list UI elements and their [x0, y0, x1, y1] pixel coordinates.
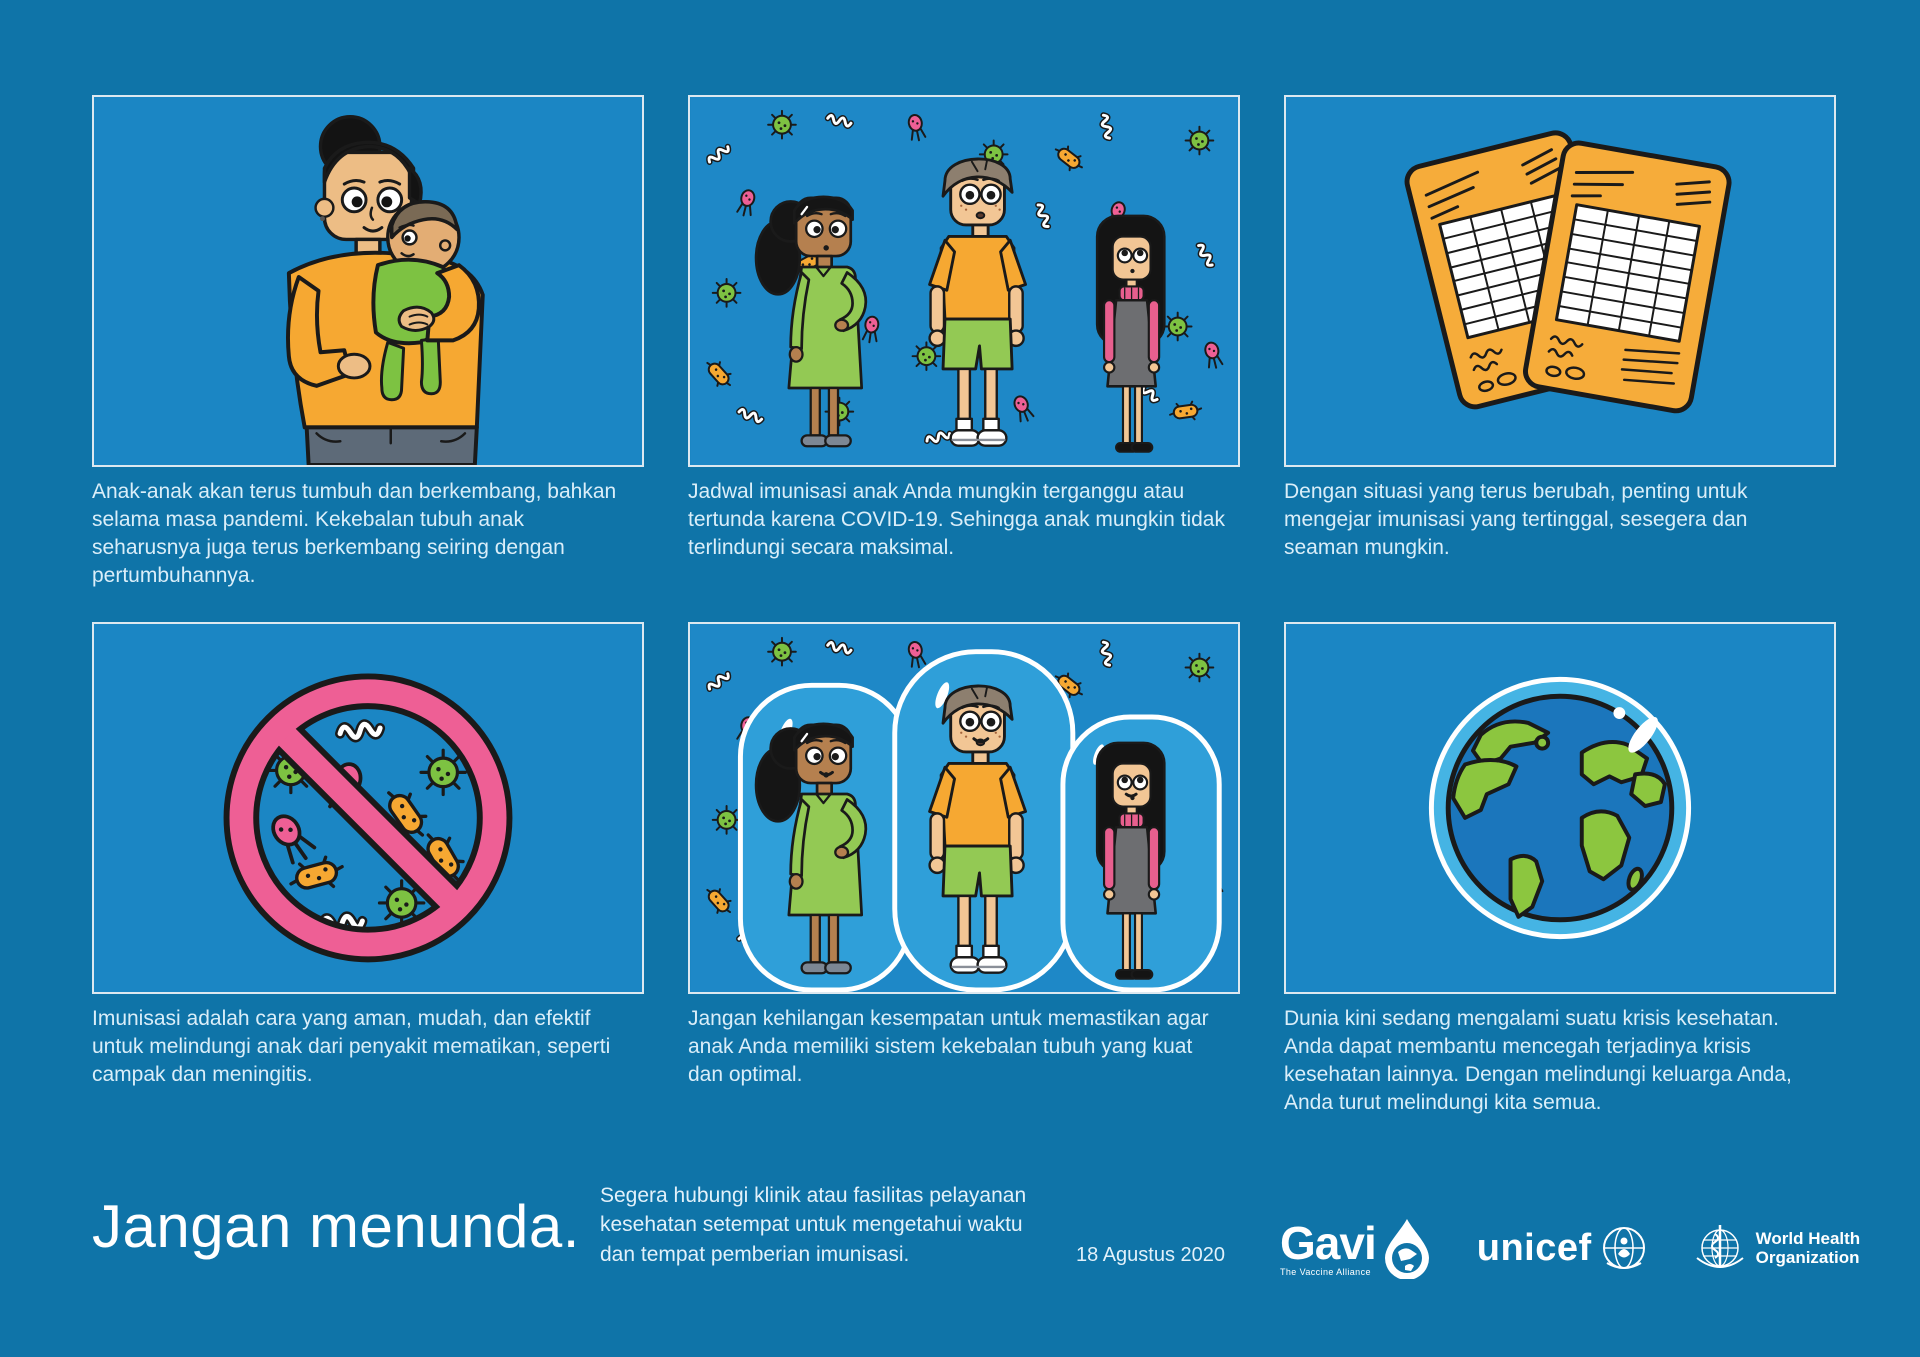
- unicef-wordmark: unicef: [1476, 1226, 1592, 1269]
- who-emblem-icon: [1693, 1221, 1747, 1275]
- protected-children-frame: [688, 622, 1240, 994]
- earth-in-protective-bubble-illustration: [1286, 624, 1834, 992]
- panel-globe: [1284, 622, 1836, 1149]
- cta-text: Segera hubungi klinik atau fasilitas pelayanan kesehatan setempat untuk mengetahui waktu dan tempat pemberian imunisasi.: [600, 1184, 1027, 1266]
- gavi-tagline: The Vaccine Alliance: [1280, 1266, 1371, 1277]
- panel-caption: Dunia kini sedang mengalami suatu krisis kesehatan. Anda dapat membantu mencegah terjadinya krisis kesehatan lainnya. Dengan melindungi keluarga Anda, Anda turut melindungi kita semua.: [1284, 1007, 1792, 1114]
- who-text-line2: Organization: [1755, 1248, 1860, 1267]
- no-germs-prohibition-sign-illustration: [94, 624, 642, 992]
- protected-children-in-bubbles-illustration: [690, 624, 1238, 992]
- unicef-logo: [1477, 1223, 1649, 1273]
- panel-caption: Imunisasi adalah cara yang aman, mudah, dan efektif untuk melindungi anak dari penyakit mematikan, seperti campak dan meningitis.: [92, 1007, 611, 1086]
- no-germs-frame: [92, 622, 644, 994]
- logo-row: [1280, 1206, 1860, 1290]
- mother-holding-baby-illustration: [94, 97, 642, 465]
- gavi-droplet-icon: [1381, 1217, 1433, 1279]
- record-cards-frame: [1284, 95, 1836, 467]
- panel-caption: Dengan situasi yang terus berubah, penting untuk mengejar imunisasi yang tertinggal, sesegera dan seaman mungkin.: [1284, 480, 1748, 559]
- panel-caption: Jangan kehilangan kesempatan untuk memastikan agar anak Anda memiliki sistem kekebalan tubuh yang kuat dan optimal.: [688, 1007, 1209, 1086]
- children-germs-frame: [688, 95, 1240, 467]
- earth-globe-icon: [1431, 679, 1688, 936]
- who-text-line1: World Health: [1755, 1228, 1861, 1248]
- headline: Jangan menunda.: [92, 1193, 580, 1260]
- mother-baby-frame: [92, 95, 644, 467]
- panel-protected-children: [688, 622, 1240, 1149]
- panel-children-germs: [688, 95, 1240, 622]
- panel-grid: [92, 95, 1836, 1149]
- panel-caption: Anak-anak akan terus tumbuh dan berkembang, bahkan selama masa pandemi. Kekebalan tubuh anak seharusnya juga terus berkembang seiring dengan pertumbuhannya.: [92, 480, 617, 587]
- panel-caption: Jadwal imunisasi anak Anda mungkin terganggu atau tertunda karena COVID-19. Sehingga anak mungkin tidak terlindungi secara maksimal.: [688, 480, 1225, 559]
- panel-no-germs: [92, 622, 644, 1149]
- who-logo: [1693, 1221, 1861, 1275]
- gavi-wordmark: Gavi: [1280, 1216, 1376, 1269]
- gavi-logo: [1280, 1217, 1433, 1279]
- panel-record-cards: [1284, 95, 1836, 622]
- unicef-emblem-icon: [1599, 1223, 1649, 1273]
- three-children-among-germs-illustration: [690, 97, 1238, 465]
- panel-mother-baby: [92, 95, 644, 622]
- globe-frame: [1284, 622, 1836, 994]
- immunization-record-cards-illustration: [1286, 97, 1834, 465]
- date-text: 18 Agustus 2020: [1076, 1244, 1226, 1266]
